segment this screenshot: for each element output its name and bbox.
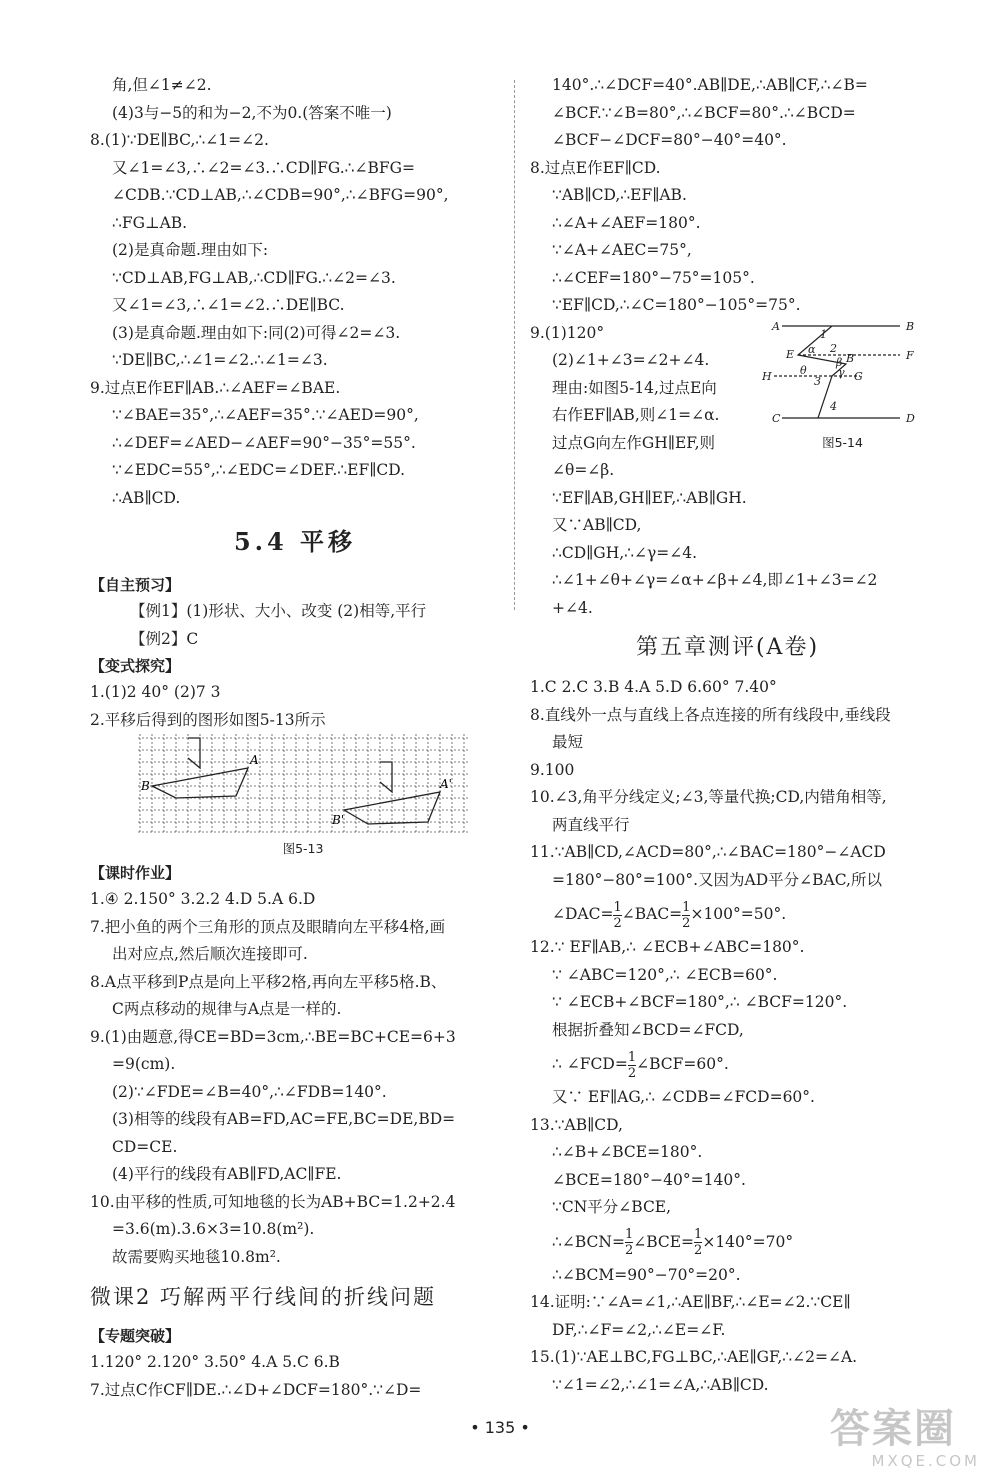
label-A: A: [772, 320, 780, 333]
text-line: ∠CDB.∵CD⊥AB,∴∠CDB=90°,∴∠BFG=90°,: [112, 186, 449, 204]
text-line: 2.平移后得到的图形如图5-13所示: [90, 710, 326, 729]
text-line: C两点移动的规律与A点是一样的.: [112, 1000, 342, 1018]
text-line: (3)是真命题.理由如下:同(2)可得∠2=∠3.: [112, 323, 401, 342]
original-fin: [188, 738, 200, 768]
label-B-point: B: [846, 352, 855, 365]
text-line: 7.把小鱼的两个三角形的顶点及眼睛向左平移4格,画: [90, 917, 446, 936]
label-gamma: γ: [838, 366, 845, 379]
subsection-label: 【课时作业】: [90, 864, 181, 882]
text-line: 1.(1)2 40° (2)7 3: [90, 683, 221, 701]
label-angle-2: 2: [830, 342, 837, 355]
text-line: ∵∠EDC=55°,∴∠EDC=∠DEF.∴EF∥CD.: [112, 461, 406, 479]
text-line: ∵∠BAE=35°,∴∠AEF=35°.∵∠AED=90°,: [112, 406, 419, 424]
label-F: F: [906, 349, 914, 362]
text-line: 9.100: [530, 760, 575, 779]
label-beta: β: [836, 356, 843, 369]
text-line: ∴∠CEF=180°−75°=105°.: [552, 268, 755, 287]
text-line: ∵EF∥AB,GH∥EF,∴AB∥GH.: [552, 488, 747, 507]
label-D: D: [906, 412, 915, 425]
text-line: ∴AB∥CD.: [112, 488, 181, 507]
text-line: ∴∠B+∠BCE=180°.: [552, 1143, 703, 1161]
label-E: E: [786, 348, 795, 361]
left-column: [90, 72, 500, 1404]
text-line: (4)平行的线段有AB∥FD,AC∥FE.: [112, 1165, 342, 1183]
fraction: $\frac{1}{2}$: [694, 1227, 703, 1258]
label-G: G: [854, 370, 863, 383]
watermark-logo: 答案圈 MXQE.COM: [830, 1406, 980, 1470]
text-line: 15.(1)∵AE⊥BC,FG⊥BC,∴AE∥GF,∴∠2=∠A.: [530, 1348, 858, 1366]
label-angle-4: 4: [830, 400, 837, 413]
text-line: 13.∵AB∥CD,: [530, 1115, 623, 1134]
text-line: 【例1】(1)形状、大小、改变 (2)相等,平行: [130, 602, 427, 620]
parallel-lines-figure: [760, 318, 925, 428]
text-line: (2)∵∠FDE=∠B=40°,∴∠FDB=140°.: [112, 1082, 387, 1101]
section-title: 5.4 平移: [233, 527, 357, 556]
text-line: =3.6(m).3.6×3=10.8(m²).: [112, 1220, 315, 1238]
text-line: 10.由平移的性质,可知地毯的长为AB+BC=1.2+2.4: [90, 1192, 456, 1211]
label-A: A: [250, 753, 259, 767]
chapter-test-title: 第五章测评(A卷): [635, 635, 820, 660]
figure-caption: 图5-13: [282, 841, 324, 856]
text-line: (2)∠1+∠3=∠2+∠4.: [552, 351, 710, 369]
text-line: (3)相等的线段有AB=FD,AC=FE,BC=DE,BD=: [112, 1110, 456, 1128]
text-line: CD=CE.: [112, 1137, 178, 1156]
label-H: H: [762, 370, 772, 383]
text-line: 10.∠3,角平分线定义;∠3,等量代换;CD,内错角相等,: [530, 788, 887, 806]
text-line: ∴FG⊥AB.: [112, 213, 188, 232]
text-line: ∵AB∥CD,∴EF∥AB.: [552, 186, 687, 204]
text-line: =180°−80°=100°.又因为AD平分∠BAC,所以: [552, 870, 882, 889]
fraction: $\frac{1}{2}$: [627, 1049, 637, 1081]
text-line: 9.过点E作EF∥AB.∴∠AEF=∠BAE.: [90, 378, 341, 397]
text-line: ∵ ∠ABC=120°,∴ ∠ECB=60°.: [552, 965, 778, 984]
text-line: 又∠1=∠3,∴∠2=∠3.∴CD∥FG.∴∠BFG=: [112, 158, 416, 177]
text-line: ∠BCF−∠DCF=80°−40°=40°.: [552, 131, 787, 149]
text-line: 根据折叠知∠BCD=∠FCD,: [552, 1020, 744, 1039]
text-line: ∠BCF.∵∠B=80°,∴∠BCF=80°.∴∠BCD=: [552, 103, 856, 122]
label-B: B: [906, 320, 915, 333]
fraction-line: ∴ ∠FCD= $\frac{1}{2}$ ∠BCF=60°.: [552, 1049, 729, 1081]
label-angle-3: 3: [814, 375, 821, 388]
subsection-label: 【变式探究】: [90, 657, 181, 675]
text-line: (2)是真命题.理由如下:: [112, 241, 269, 259]
text-line: ∵∠1=∠2,∴∠1=∠A,∴AB∥CD.: [552, 1375, 769, 1394]
text-line: ∵∠A+∠AEC=75°,: [552, 241, 692, 259]
translated-fin: [380, 762, 392, 792]
text-line: ∴∠A+∠AEF=180°.: [552, 213, 701, 232]
text-line: 7.过点C作CF∥DE.∴∠D+∠DCF=180°.∵∠D=: [90, 1380, 422, 1399]
text-line: 理由:如图5-14,过点E向: [552, 378, 717, 397]
text-line: 140°.∴∠DCF=40°.AB∥DE,∴AB∥CF,∴∠B=: [552, 76, 868, 94]
text-line: ∴∠1+∠θ+∠γ=∠α+∠β+∠4,即∠1+∠3=∠2: [552, 571, 878, 589]
label-B: B: [141, 779, 150, 793]
text-line: 又∠1=∠3,∴∠1=∠2.∴DE∥BC.: [112, 296, 345, 314]
subsection-label: 【自主预习】: [90, 576, 181, 594]
figure-5-13: [138, 734, 500, 860]
column-divider: [514, 80, 516, 610]
text-line: ∵ ∠ECB+∠BCF=180°,∴ ∠BCF=120°.: [552, 993, 848, 1011]
text-line: ∵EF∥CD,∴∠C=180°−105°=75°.: [552, 296, 801, 314]
text-line: ∵CD⊥AB,FG⊥AB,∴CD∥FG.∴∠2=∠3.: [112, 268, 396, 287]
page-number: • 135 •: [470, 1418, 530, 1437]
text-line: 1.C 2.C 3.B 4.A 5.D 6.60° 7.40°: [530, 678, 777, 696]
fraction: $\frac{1}{2}$: [624, 1227, 634, 1258]
text-line: ∴∠DEF=∠AED−∠AEF=90°−35°=55°.: [112, 433, 416, 452]
text-line: 角,但∠1≠∠2.: [112, 76, 212, 94]
text-line: +∠4.: [552, 598, 593, 617]
text-line: 右作EF∥AB,则∠1=∠α.: [552, 406, 720, 424]
label-C: C: [772, 412, 781, 425]
right-column: [530, 72, 925, 1399]
text-line: 11.∵AB∥CD,∠ACD=80°,∴∠BAC=180°−∠ACD: [530, 843, 886, 861]
text-line: 又∵ EF∥AG,∴ ∠CDB=∠FCD=60°.: [552, 1088, 815, 1106]
text-line: 14.证明:∵∠A=∠1,∴AE∥BF,∴∠E=∠2.∵CE∥: [530, 1293, 851, 1311]
text-line: 8.A点平移到P点是向上平移2格,再向左平移5格.B、: [90, 972, 447, 991]
text-line: ∠θ=∠β.: [552, 461, 615, 479]
label-angle-1: 1: [820, 328, 827, 341]
fraction: $\frac{1}{2}$: [613, 899, 622, 931]
text-line: 8.直线外一点与直线上各点连接的所有线段中,垂线段: [530, 705, 891, 724]
text-line: ∵DE∥BC,∴∠1=∠2.∴∠1=∠3.: [112, 351, 328, 369]
grid-figure: [138, 734, 468, 834]
label-alpha: α: [808, 343, 816, 356]
text-line: 8.过点E作EF∥CD.: [530, 158, 661, 177]
text-line: 两直线平行: [552, 815, 630, 834]
subsection-label: 【专题突破】: [90, 1327, 181, 1345]
text-line: 又∵AB∥CD,: [552, 516, 642, 534]
text-line: 9.(1)120°: [530, 323, 605, 342]
text-line: 出对应点,然后顺次连接即可.: [112, 945, 308, 963]
text-line: 【例2】C: [130, 629, 199, 648]
text-line: ∵CN平分∠BCE,: [552, 1198, 672, 1216]
label-B-prime: B': [332, 813, 345, 827]
text-line: DF,∴∠F=∠2,∴∠E=∠F.: [552, 1320, 726, 1339]
micro-lesson-title: 微课2 巧解两平行线间的折线问题: [90, 1285, 437, 1309]
text-line: 最短: [552, 733, 584, 751]
text-line: 9.(1)由题意,得CE=BD=3cm,∴BE=BC+CE=6+3: [90, 1027, 456, 1046]
text-line: 12.∵ EF∥AB,∴ ∠ECB+∠ABC=180°.: [530, 938, 805, 956]
label-A-prime: A': [440, 777, 452, 791]
figure-caption: 图5-14: [822, 435, 863, 450]
figure-5-14: [760, 318, 925, 454]
text-line: ∴∠BCM=90°−70°=20°.: [552, 1265, 741, 1284]
text-line: ∴CD∥GH,∴∠γ=∠4.: [552, 543, 698, 562]
text-line: 8.(1)∵DE∥BC,∴∠1=∠2.: [90, 131, 269, 149]
fraction-line: ∴∠BCN= $\frac{1}{2}$ ∠BCE= $\frac{1}{2}$ ×140°=70°: [552, 1227, 794, 1258]
label-theta: θ: [800, 364, 807, 377]
fraction-line: ∠DAC= $\frac{1}{2}$ ∠BAC= $\frac{1}{2}$ ×100°=50°.: [552, 899, 787, 931]
text-line: ∠BCE=180°−40°=140°.: [552, 1170, 746, 1189]
text-line: 1.120° 2.120° 3.50° 4.A 5.C 6.B: [90, 1353, 340, 1371]
text-line: 过点G向左作GH∥EF,则: [552, 433, 716, 452]
text-line: (4)3与−5的和为−2,不为0.(答案不唯一): [112, 103, 392, 122]
text-line: =9(cm).: [112, 1055, 176, 1073]
fraction: $\frac{1}{2}$: [682, 899, 691, 931]
text-line: 1.④ 2.150° 3.2.2 4.D 5.A 6.D: [90, 890, 316, 908]
text-line: 故需要购买地毯10.8m².: [112, 1247, 281, 1266]
